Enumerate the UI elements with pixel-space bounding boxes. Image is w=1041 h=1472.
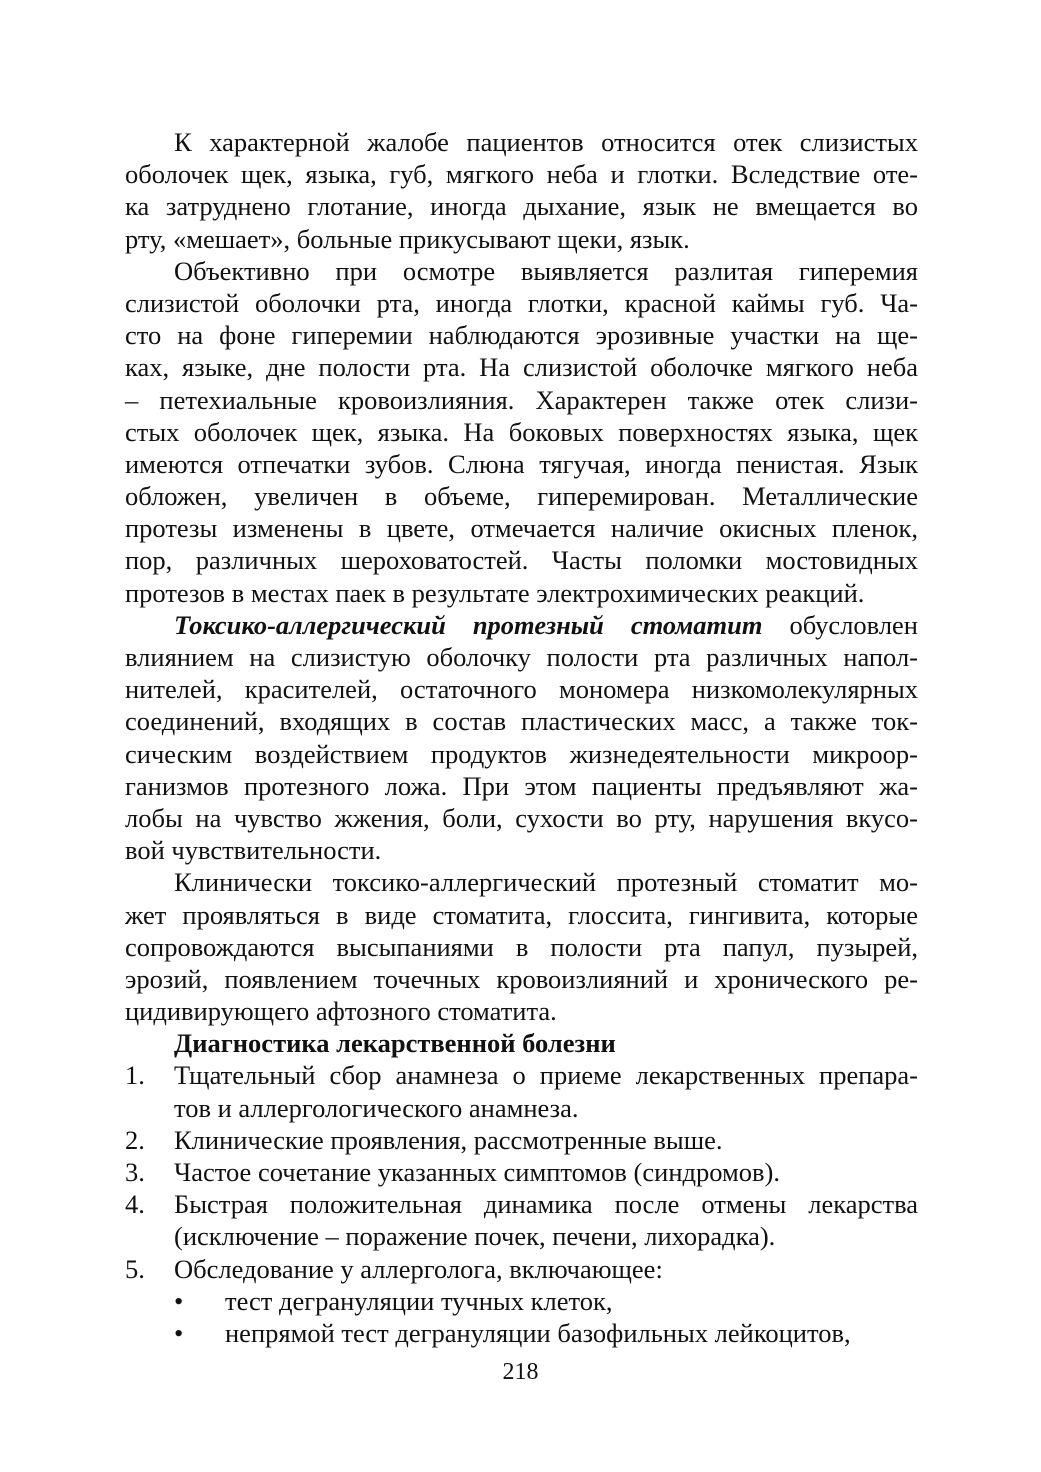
list-item-text: Клинические проявления, рассмотренные выше. [174, 1124, 723, 1155]
list-item [125, 1124, 918, 1156]
list-item-line [125, 1092, 918, 1124]
list-item-line [125, 1188, 918, 1220]
list-number: 5. [125, 1253, 145, 1284]
text-line: ганизмов протезного ложа. При этом пациенты предъявляют жа- [125, 770, 918, 801]
text-line: Объективно при осмотре выявляется разлитая гиперемия [174, 255, 918, 286]
text-line: сопровождаются высыпаниями в полости рта папул, пузырей, [125, 931, 918, 962]
text-line: имеются отпечатки зубов. Слюна тягучая, иногда пенистая. Язык [125, 448, 918, 479]
section-heading: Диагностика лекарственной болезни [174, 1028, 616, 1059]
list-item-line [125, 1220, 918, 1252]
bullet-item [125, 1285, 918, 1317]
text-line: нителей, красителей, остаточного мономера низкомолекулярных [125, 674, 918, 705]
list-item-line [125, 1059, 918, 1091]
bullet-icon: • [174, 1285, 184, 1316]
text-fragment: обусловлен [762, 609, 918, 640]
list-item-line [125, 1253, 918, 1285]
list-item [125, 1059, 918, 1123]
term-emphasis: Токсико-аллергический протезный стоматит [174, 609, 763, 640]
list-number: 2. [125, 1124, 145, 1155]
text-line: лобы на чувство жжения, боли, сухости во рту, нарушения вкусо- [125, 802, 918, 833]
text-line: влиянием на слизистую оболочку полости рта различных напол- [125, 642, 918, 672]
text-line: сто на фоне гиперемии наблюдаются эрозивные участки на ще- [125, 320, 918, 351]
paragraph-objective-exam [125, 255, 918, 609]
text-line: К характерной жалобе пациентов относится отек слизистых [174, 127, 918, 157]
bullet-icon: • [174, 1317, 184, 1348]
page-body [125, 126, 918, 1349]
text-line: оболочек щек, языка, губ, мягкого неба и глотки. Вследствие оте- [125, 159, 918, 190]
list-number: 1. [125, 1060, 145, 1091]
list-item [125, 1188, 918, 1252]
text-line: обложен, увеличен в объеме, гиперемирован. Металлические [125, 481, 918, 512]
text-line: ках, языке, дне полости рта. На слизистой оболочке мягкого неба [125, 352, 918, 383]
list-number: 4. [125, 1189, 145, 1220]
text-line: соединений, входящих в состав пластических масс, а также ток- [125, 706, 918, 737]
list-item-text: Тщательный сбор анамнеза о приеме лекарственных препара- [174, 1060, 918, 1091]
text-line: протезы изменены в цвете, отмечается наличие окисных пленок, [125, 513, 918, 544]
text-line [125, 609, 918, 641]
text-line: стых оболочек щек, языка. На боковых поверхностях языка, щек [125, 416, 918, 447]
text-line: ка затруднено глотание, иногда дыхание, язык не вмещается во [125, 191, 918, 222]
list-item [125, 1253, 918, 1350]
list-item-text: Частое сочетание указанных симптомов (синдромов). [174, 1157, 780, 1187]
text-line: вой чувствительности. [125, 835, 382, 866]
bullet-list [125, 1285, 918, 1349]
text-line: цидивирующего афтозного стоматита. [125, 996, 557, 1027]
text-line: эрозий, появлением точечных кровоизлияний и хронического ре- [125, 963, 918, 994]
list-item-text: Обследование у аллерголога, включающее: [174, 1253, 663, 1284]
text-line: – петехиальные кровоизлияния. Характерен также отек слизи- [125, 384, 918, 415]
list-item-line [125, 1124, 918, 1156]
list-item-line [125, 1156, 918, 1188]
text-line: Клинически токсико-аллергический протезный стоматит мо- [174, 867, 918, 898]
text-line: рту, «мешает», больные прикусывают щеки, язык. [125, 223, 690, 254]
paragraph-complaint [125, 126, 918, 255]
text-line: пор, различных шероховатостей. Часты поломки мостовидных [125, 545, 918, 576]
bullet-item [125, 1317, 918, 1349]
list-item-text: тов и аллергологического анамнеза. [174, 1092, 579, 1123]
paragraph-clinical-forms [125, 866, 918, 1027]
list-item [125, 1156, 918, 1188]
text-line: протезов в местах паек в результате электрохимических реакций. [125, 577, 865, 608]
list-item-text: (исключение – поражение почек, печени, лихорадка). [174, 1221, 776, 1252]
list-item-text: Быстрая положительная динамика после отмены лекарства [174, 1189, 918, 1220]
paragraph-toxic-allergic-stomatitis [125, 609, 918, 867]
text-line: слизистой оболочки рта, иногда глотки, красной каймы губ. Ча- [125, 287, 918, 318]
bullet-item-text: тест дегрануляции тучных клеток, [225, 1285, 613, 1316]
bullet-item-text: непрямой тест дегрануляции базофильных лейкоцитов, [225, 1317, 851, 1348]
text-line: сическим воздействием продуктов жизнедеятельности микроор- [125, 738, 918, 769]
diagnostics-list [125, 1059, 918, 1349]
text-line: жет проявляться в виде стоматита, глоссита, гингивита, которые [125, 899, 918, 930]
page-number: 218 [502, 1359, 539, 1385]
list-number: 3. [125, 1157, 145, 1187]
